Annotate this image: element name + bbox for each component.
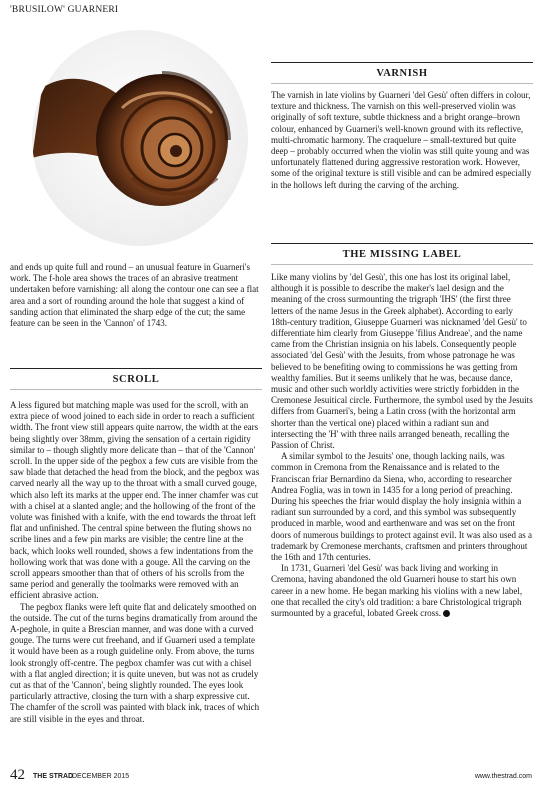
- scroll-section: [10, 368, 262, 390]
- violin-scroll-photo: [12, 28, 262, 246]
- website-link[interactable]: www.thestrad.com: [474, 773, 532, 780]
- missing-label-section: [271, 243, 533, 265]
- scroll-paragraph-2: The pegbox flanks were left quite flat and delicately smoothed on the outside. The cut of the turns begins dramatically from around the A-peghole, in quite a Brescian manner, and was done with a curved gouge. The turns were cut freehand, and if Guarneri used a template it would have been as a rough guideline only. From above, the turns look strongly off-centre. The pegbox chamfer was cut with a chisel with a flat angled direction; it is quite uneven, but was not as crudely cut as that of the 'Cannon', being slightly rounded. The eyes look particularly attractive, closing the turn with a sharp expressive cut. The chamfer of the scroll was painted with black ink, traces of which are still visible in the eyes and throat.: [10, 601, 260, 724]
- issue-date: DECEMBER 2015: [72, 773, 130, 780]
- end-mark-icon: [443, 610, 450, 617]
- label-paragraph-2: A similar symbol to the Jesuits' one, though lacking nails, was common in Cremona from the Renaissance and is related to the Franciscan friar Bernardino da Siena, who, according to researcher Andrea Foglia, was in town in 1435 for a long period of preaching. During his speeches the friar would display the holy insignia within a radiant sun surrounded by a cord, and this symbol was subsequently produced in marble, wood and earthenware and was set on the front doors of numerous buildings to protect against evil. It was also used as a trademark by Cremonese merchants, craftsmen and printers throughout the 16th and 17th centuries.: [271, 451, 532, 563]
- label-paragraph-1: Like many violins by 'del Gesù', this one has lost its original label, although it is possible to describe the maker's lael design and the meaning of the cross surmounting the trigraph 'IHS' (the first three letters of the name Jesus in the Greek alphabet). According to early 18th-century tradition, Giuseppe Guarneri was nicknamed 'del Gesù' to differentiate him clearly from Giuseppe 'filius Andreae', and the name came from the Christian insignia on his labels. Consequently people associated 'del Gesù' with the Jesuits, from whose patronage he was believed to be benefiting owing to commissions he was getting from wealthy families. But it seems unlikely that he was, because dance, music and other such worldly activities were strictly forbidden in the Cremonese Jesuitical circle. Furthermore, the symbol used by the Jesuits differs from Guarneri's, being a Latin cross (with the horizontal arm shorter than the vertical one) placed within a radiant sun and intersecting the 'H' with three nails arranged beneath, recalling the Passion of Christ.: [271, 272, 533, 451]
- scroll-body: [10, 400, 262, 725]
- page-number: 42: [10, 767, 25, 783]
- varnish-paragraph: The varnish in late violins by Guarneri 'del Gesù' often differs in colour, texture and thickness. The varnish on this well-preserved violin was originally of soft texture, subtle thickness and a bright orange–brown colour, enhanced by Guarneri's well-known ground with its reflective, multi-chromatic harmony. The craquelure – small-textured but quite deep – probably occurred when the violin was still quite young and was unfortunately flattened during aggressive restoration work. However, some of the original texture is still visible and can be admired especially in the hollows left during the carving of the arching.: [271, 90, 532, 190]
- scroll-heading: SCROLL: [10, 368, 262, 390]
- scroll-paragraph-1: A less figured but matching maple was used for the scroll, with an extra piece of wood joined to each side in order to reach a sufficient width. The front view still appears quite narrow, the width at the ears being slightly over 38mm, giving the sensation of a certain rigidity similar to – though slightly more delicate than – that of the 'Cannon' scroll. In the upper side of the pegbox a few cuts are visible from the saw blade that detached the head from the block, and the pegbox was carved nearly all the way up to the throat with a small curved gouge, which also left its marks at the upper end. The inner chamfer was cut with a chisel at a slanted angle; and the hollowing of the front of the volute was finished with a knife, with the end towards the throat left flat and unfinished. The central spine between the fluting shows no scribe lines and a few pin marks are visible; the centre line at the back, which looks well rounded, shows a few indentations from the hollowing work that was done with a gouge. All the carving on the scroll appears smoother than that of others of his scrolls from the same period and generally the toolmarks were removed with an efficient abrasive action.: [10, 400, 260, 601]
- page-footer: [10, 767, 532, 784]
- missing-label-heading: THE MISSING LABEL: [271, 243, 533, 265]
- left-column: [10, 262, 262, 329]
- magazine-name: THE STRAD: [33, 773, 74, 780]
- varnish-section: [271, 62, 533, 191]
- intro-paragraph: and ends up quite full and round – an unusual feature in Guarneri's work. The f-hole area shows the traces of an abrasive treatment undertaken before varnishing: all along the contour one can see a flat area and a sort of rounding around the hole that suggest a kind of sanding action that eliminated the sharp edge of the cut; the same feature can be seen in the 'Cannon' of 1743.: [10, 262, 259, 329]
- label-paragraph-3-text: In 1731, Guarneri 'del Gesù' was back living and working in Cremona, having abandoned the old Guarneri house to start his own career in a new home. He began marking his violins with a new label, one that recalled the city's old tradition: a bare Christological trigraph surmounted by a graceful, lobated Greek cross.: [271, 563, 523, 619]
- missing-label-body: [271, 272, 533, 619]
- running-header: 'BRUSILOW' GUARNERI: [10, 5, 119, 15]
- varnish-heading: VARNISH: [271, 62, 533, 84]
- label-paragraph-3: [271, 563, 533, 619]
